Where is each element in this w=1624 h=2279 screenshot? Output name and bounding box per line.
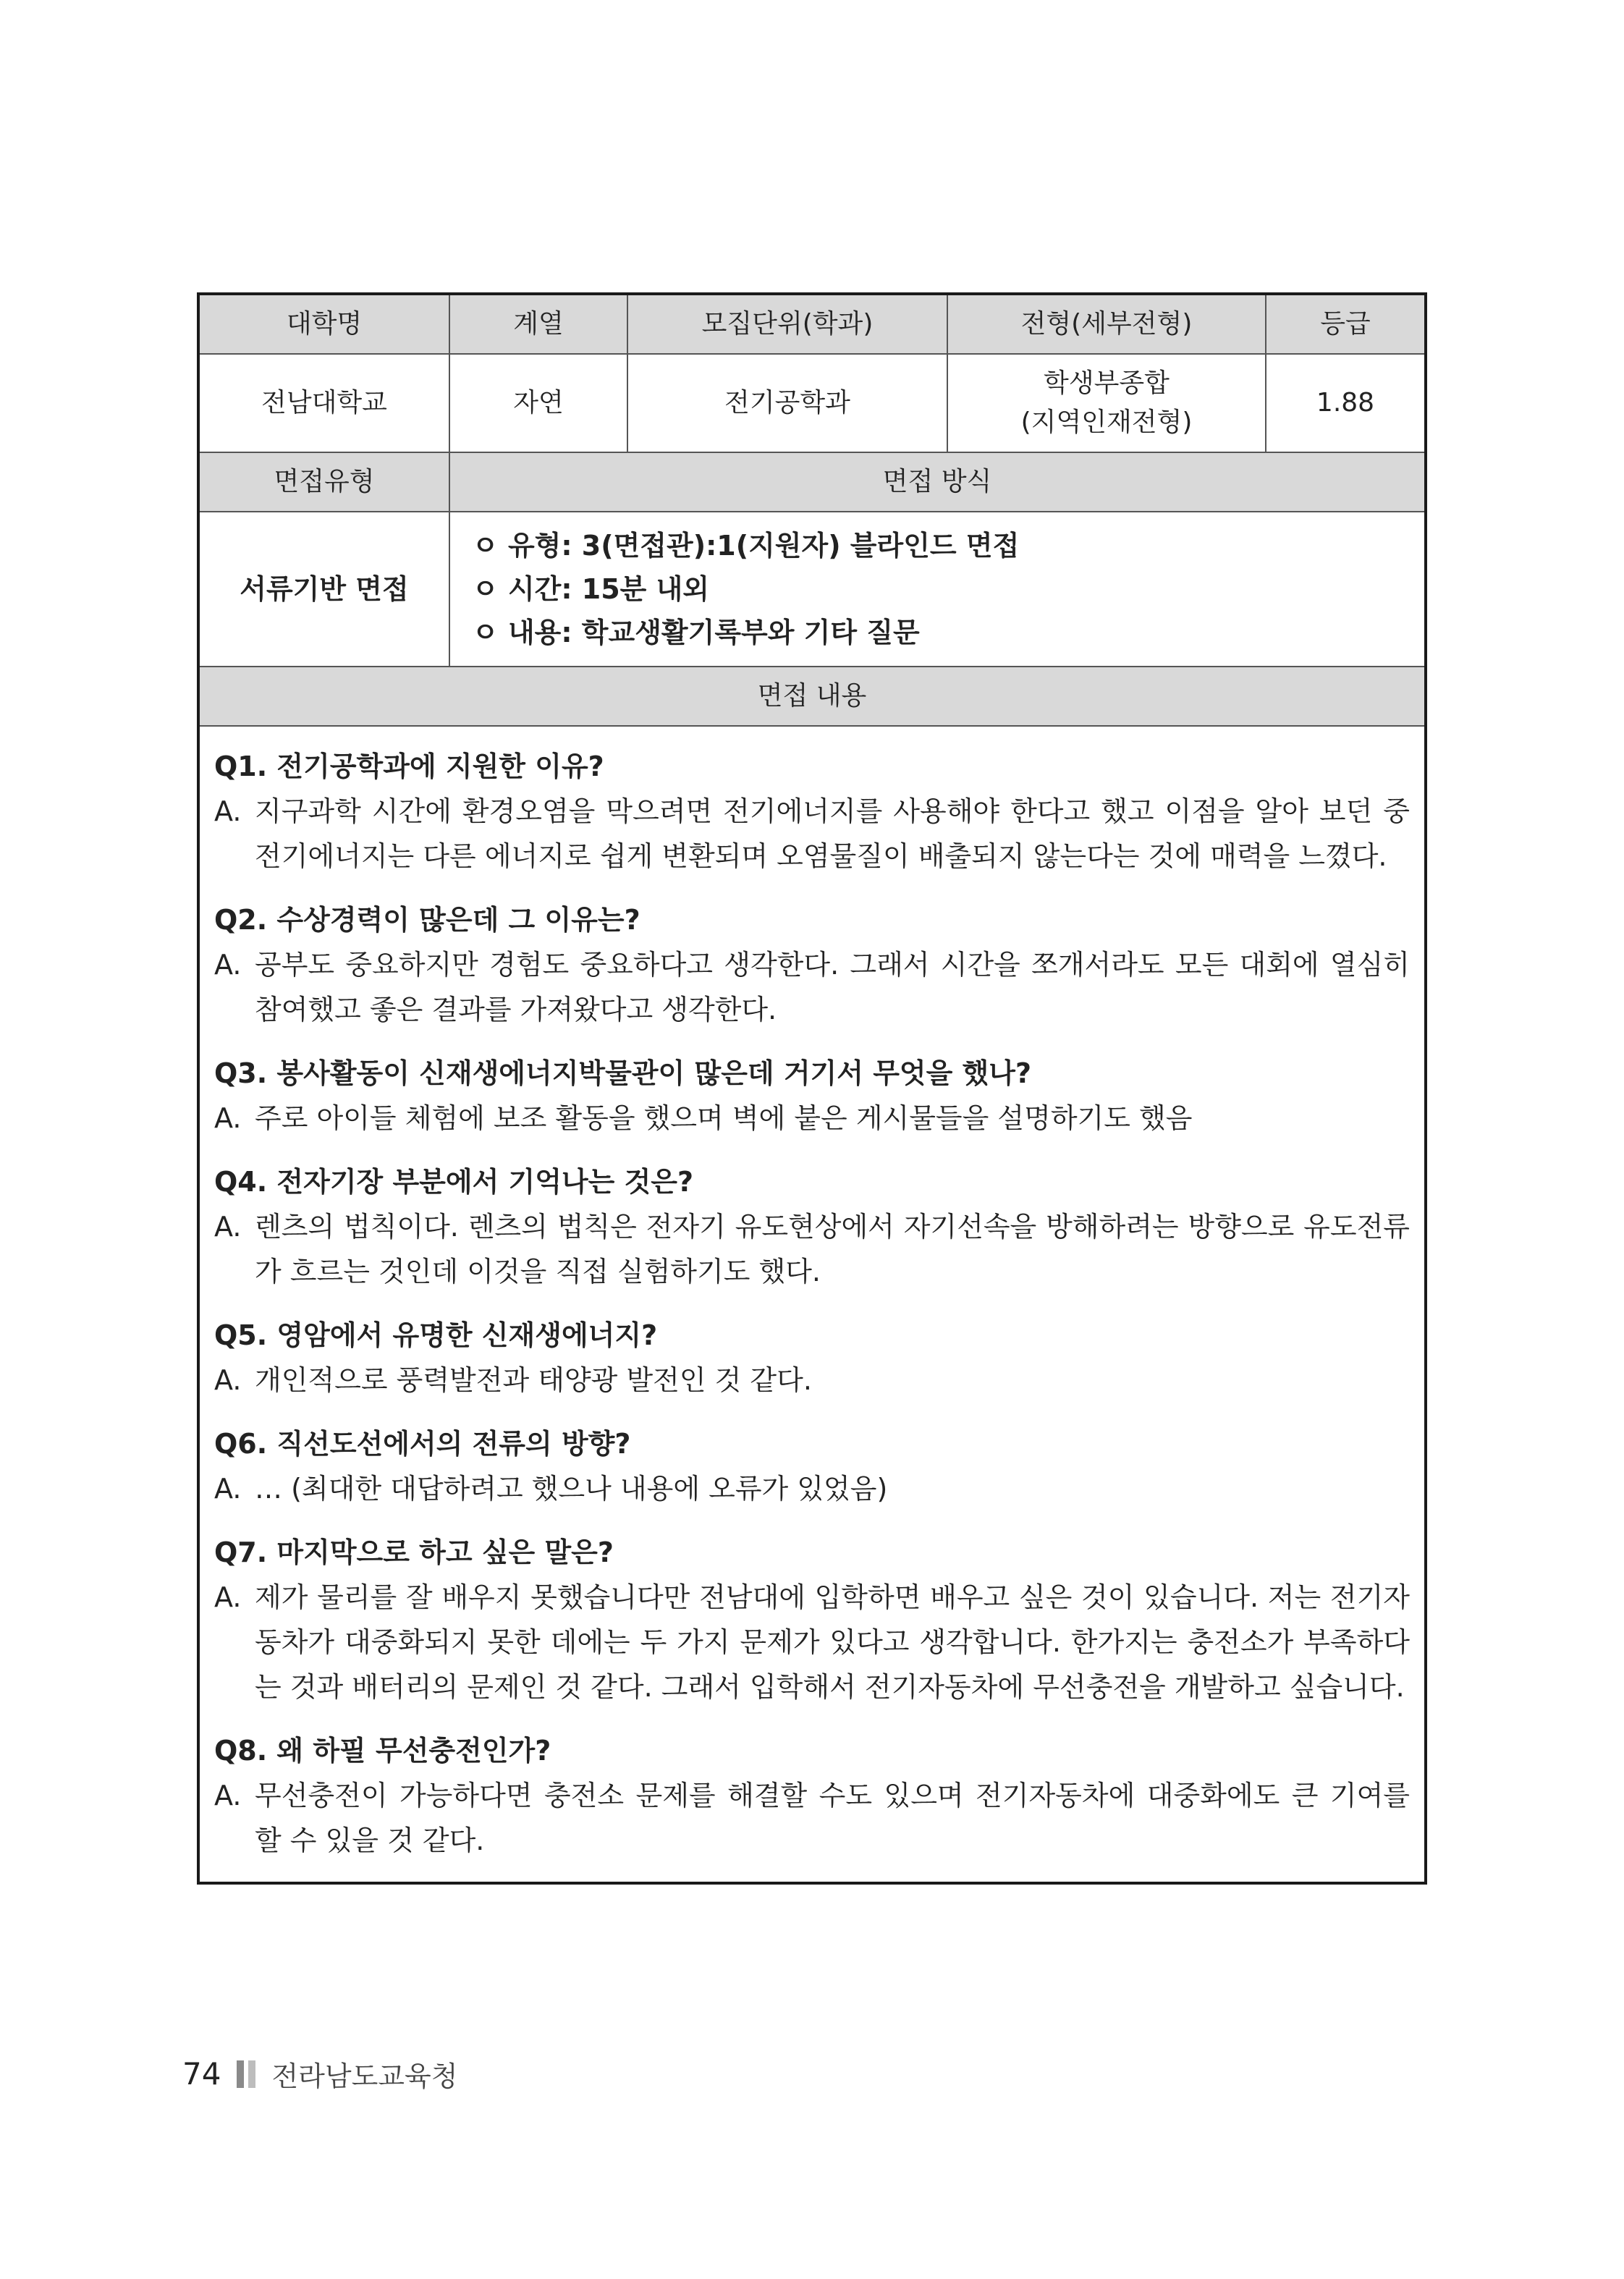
header-department: 모집단위(학과) xyxy=(628,295,948,353)
answer-text: 주로 아이들 체험에 보조 활동을 했으며 벽에 붙은 게시물들을 설명하기도 했음 xyxy=(255,1102,1193,1134)
header-admission-type: 전형(세부전형) xyxy=(948,295,1266,353)
field-value: 자연 xyxy=(450,355,628,452)
answer-label: A. xyxy=(214,1581,242,1613)
header-grade: 등급 xyxy=(1320,309,1371,339)
interview-method-details xyxy=(450,512,1424,666)
university-value: 전남대학교 xyxy=(200,355,450,452)
footer-bar-icon xyxy=(237,2060,255,2088)
question: Q8. 왜 하필 무선충전인가? xyxy=(214,1735,551,1767)
method-content: ㅇ 내용: 학교생활기록부와 기타 질문 xyxy=(472,617,920,648)
question: Q7. 마지막으로 하고 싶은 말은? xyxy=(214,1536,614,1568)
answer xyxy=(214,942,1410,1032)
table-header-row xyxy=(200,295,1424,355)
page-footer xyxy=(182,2054,457,2094)
answer-label: A. xyxy=(214,1364,242,1396)
question: Q2. 수상경력이 많은데 그 이유는? xyxy=(214,904,640,936)
method-duration: ㅇ 시간: 15분 내외 xyxy=(472,573,710,605)
question: Q3. 봉사활동이 신재생에너지박물관이 많은데 거기서 무엇을 했나? xyxy=(214,1057,1032,1089)
answer xyxy=(214,1466,1410,1511)
qa-item xyxy=(214,1159,1410,1294)
qa-item xyxy=(214,1421,1410,1511)
qa-item xyxy=(214,1728,1410,1863)
interview-type-header-row xyxy=(200,453,1424,512)
answer-text: 지구과학 시간에 환경오염을 막으려면 전기에너지를 사용해야 한다고 했고 이점을 알아 보던 중 전기에너지는 다른 에너지로 쉽게 변환되며 오염물질이 배출되지 않는다는 것에 매력을 느꼈다. xyxy=(255,795,1410,872)
answer-label: A. xyxy=(214,949,242,981)
organization-name: 전라남도교육청 xyxy=(271,2060,458,2092)
answer-label: A. xyxy=(214,795,242,827)
answer xyxy=(214,1204,1410,1294)
answer-text: 렌츠의 법칙이다. 렌츠의 법칙은 전자기 유도현상에서 자기선속을 방해하려는 방향으로 유도전류가 흐르는 것인데 이것을 직접 실험하기도 했다. xyxy=(255,1211,1410,1288)
answer-text: … (최대한 대답하려고 했으나 내용에 오류가 있었음) xyxy=(255,1473,888,1505)
qa-item xyxy=(214,1051,1410,1141)
interview-method-header: 면접 방식 xyxy=(882,467,992,496)
admission-type-value xyxy=(948,355,1266,452)
question: Q6. 직선도선에서의 전류의 방향? xyxy=(214,1428,631,1460)
answer-label: A. xyxy=(214,1780,242,1811)
qa-item xyxy=(214,744,1410,879)
answer-text: 개인적으로 풍력발전과 태양광 발전인 것 같다. xyxy=(255,1364,812,1396)
question: Q5. 영암에서 유명한 신재생에너지? xyxy=(214,1319,658,1351)
qa-item xyxy=(214,1530,1410,1709)
interview-record-table xyxy=(197,292,1427,1885)
answer-text: 제가 물리를 잘 배우지 못했습니다만 전남대에 입학하면 배우고 싶은 것이 있습니다. 저는 전기자동차가 대중화되지 못한 데에는 두 가지 문제가 있다고 생각합니다. 한가지는 충전소가 부족하다는 것과 배터리의 문제인 것 같다. 그래서 입학해서 전기자동차에 무선충전을 개발하고 싶습니다. xyxy=(255,1581,1410,1703)
qa-section xyxy=(200,727,1424,1882)
interview-content-header: 면접 내용 xyxy=(757,681,867,711)
answer xyxy=(214,1575,1410,1709)
qa-item xyxy=(214,1313,1410,1403)
answer-label: A. xyxy=(214,1473,242,1505)
interview-content-header-row xyxy=(200,667,1424,727)
admission-type-line2: (지역인재전형) xyxy=(1020,407,1193,437)
answer-text: 공부도 중요하지만 경험도 중요하다고 생각한다. 그래서 시간을 쪼개서라도 모든 대회에 열심히 참여했고 좋은 결과를 가져왔다고 생각한다. xyxy=(255,949,1410,1026)
method-format: ㅇ 유형: 3(면접관):1(지원자) 블라인드 면접 xyxy=(472,530,1020,562)
admission-type-line1: 학생부종합 xyxy=(1044,368,1170,398)
page-number: 74 xyxy=(182,2056,221,2092)
qa-item xyxy=(214,897,1410,1032)
grade-value: 1.88 xyxy=(1316,388,1375,418)
header-field: 계열 xyxy=(450,295,628,353)
answer-label: A. xyxy=(214,1102,242,1134)
answer-text: 무선충전이 가능하다면 충전소 문제를 해결할 수도 있으며 전기자동차에 대중화에도 큰 기여를 할 수 있을 것 같다. xyxy=(255,1780,1410,1856)
answer-label: A. xyxy=(214,1211,242,1243)
interview-type-value: 서류기반 면접 xyxy=(200,512,450,666)
answer xyxy=(214,789,1410,879)
question: Q1. 전기공학과에 지원한 이유? xyxy=(214,750,604,782)
header-university: 대학명 xyxy=(200,295,450,353)
question: Q4. 전자기장 부분에서 기억나는 것은? xyxy=(214,1166,694,1198)
table-data-row xyxy=(200,355,1424,453)
department-value: 전기공학과 xyxy=(628,355,948,452)
answer xyxy=(214,1096,1410,1141)
answer xyxy=(214,1358,1410,1403)
interview-type-header: 면접유형 xyxy=(200,453,450,511)
interview-method-row xyxy=(200,512,1424,667)
answer xyxy=(214,1773,1410,1863)
